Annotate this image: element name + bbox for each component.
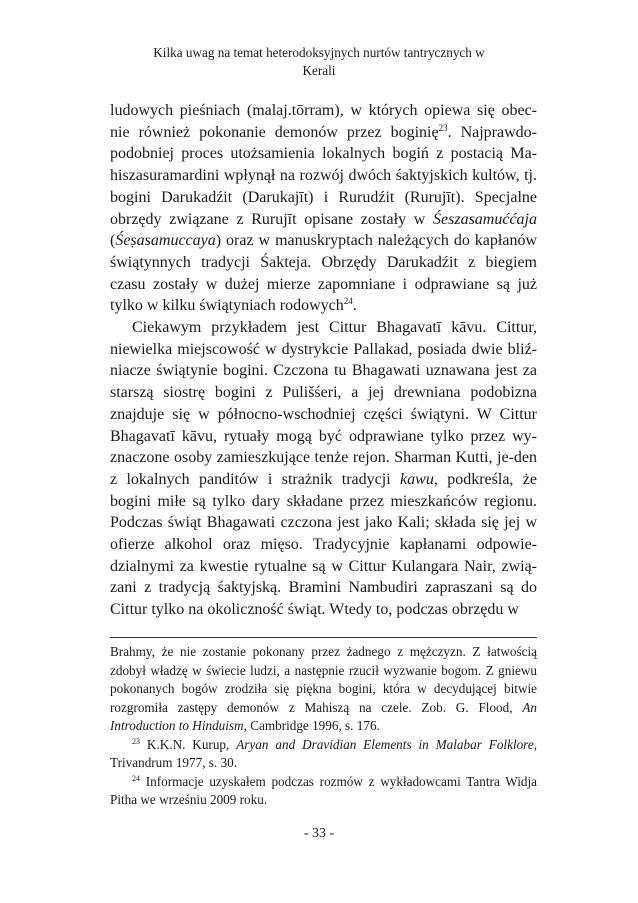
footnote-23-text-b: , Trivandrum 1977, s. 30.: [110, 736, 537, 770]
paragraph-1-text-d: ) oraz w manuskryptach należących do kapłanów świątynnych tradycji Śakteja. Obrzędy Darukadźit z biegiem czasu zostały w dużej mierze zapomniane i odprawiane są już tylko w kilku świątyniach rodowych: [110, 232, 537, 315]
footnote-23-text-a: K.K.N. Kurup,: [140, 736, 237, 752]
footnotes: [110, 643, 537, 810]
paragraph-2-text-b: , podkreśla, że bogini miłe są tylko dary składane przez mieszkańców regionu. Podczas świąt Bhagawati czczona jest jako Kali; składa się jej w ofierze alkohol oraz mięso. Tradycyjnie kapłanami odpowie-dzialnymi za kwestie rytualne są w Cittur Kulangara Nair, zwią-zani z tradycją śaktyjską. Bramini Nambudiri zapraszani są do Cittur tylko na okoliczność świąt. Wtedy to, podczas obrzędu w: [110, 470, 538, 619]
paragraph-1-text-b: . Najprawdo-podobniej proces utożsamienia lokalnych bogiń z postacią Ma-hiszasuramardini wpłynął na rozwój dwóch śaktyjskich kultów, tj. bogini Darukadźit (Darukajīt) i Rurudźit (Rurujīt). Specjalne obrzędy związane z Rurujīt opisane zostały w: [110, 123, 537, 228]
footnote-cont-title: An Introduction to Hinduism: [110, 699, 537, 733]
paragraph-2: [110, 317, 537, 621]
paragraph-2-text-a: Ciekawym przykładem jest Cittur Bhagavatī kāvu. Cittur, niewielka miejscowość w dystrykcie Pallakad, posiada dwie bliź-niacze świątynie bogini. Czczona tu Bhagawati uznawana jest za starszą siostrę bogini z Pulišśeri, a jej drewniana podobizna znajduje się w północno-wschodniej części świątyni. W Cittur Bhagavatī kāvu, rytuały mogą być odprawiane tylko przez wy-znaczone osoby zamieszkujące tenże rejon. Sharman Kutti, je-den z lokalnych panditów i strażnik tradycji: [110, 319, 537, 488]
title-italic-2: Śeṣasamuccaya: [115, 232, 216, 250]
term-italic-kawu: kawu: [400, 470, 434, 488]
footnote-24: [110, 773, 537, 810]
footnote-divider: [110, 637, 537, 638]
footnote-ref-24[interactable]: 24: [343, 296, 353, 307]
footnote-ref-23[interactable]: 23: [438, 122, 448, 133]
footnote-number-23: 23: [132, 736, 140, 746]
title-italic-1: Śeszasamuććaja: [433, 210, 537, 228]
footnote-23: [110, 736, 537, 773]
main-text: [110, 100, 537, 621]
footnote-24-text: Informacje uzyskałem podczas rozmów z wykładowcami Tantra Widja Pitha we wrześniu 2009 roku.: [110, 773, 537, 807]
footnote-cont-text-b: , Cambridge 1996, s. 176.: [243, 718, 380, 733]
running-header-line-1: Kilka uwag na temat heterodoksyjnych nurtów tantrycznych w: [153, 45, 485, 60]
paragraph-1-text-c: (: [110, 232, 116, 250]
paragraph-1-text-a: ludowych pieśniach (malaj.tōrram), w których opiewa się obec-nie również pokonanie demonów przez boginię: [110, 102, 537, 141]
footnote-cont-text-a: Brahmy, że nie zostanie pokonany przez żadnego z mężczyzn. Z łatwością zdobył władzę w świecie ludzi, a następnie rzucił wyzwanie bogom. Z gniewu pokonanych bogów zrodziła się piękna bogini, która w decydującej bitwie rozgromiła zastępy demonów z Mahiszą na czele. Zob. G. Flood,: [110, 644, 537, 715]
paragraph-1-text-e: .: [352, 297, 357, 315]
running-header: [110, 44, 528, 80]
footnote-continuation: [110, 643, 537, 736]
footnote-23-title: Aryan and Dravidian Elements in Malabar Folklore: [236, 736, 534, 752]
page-number: - 33 -: [303, 826, 335, 841]
running-header-line-2: Kerali: [302, 63, 336, 78]
footnote-number-24: 24: [132, 773, 140, 783]
paragraph-1: [110, 100, 537, 317]
